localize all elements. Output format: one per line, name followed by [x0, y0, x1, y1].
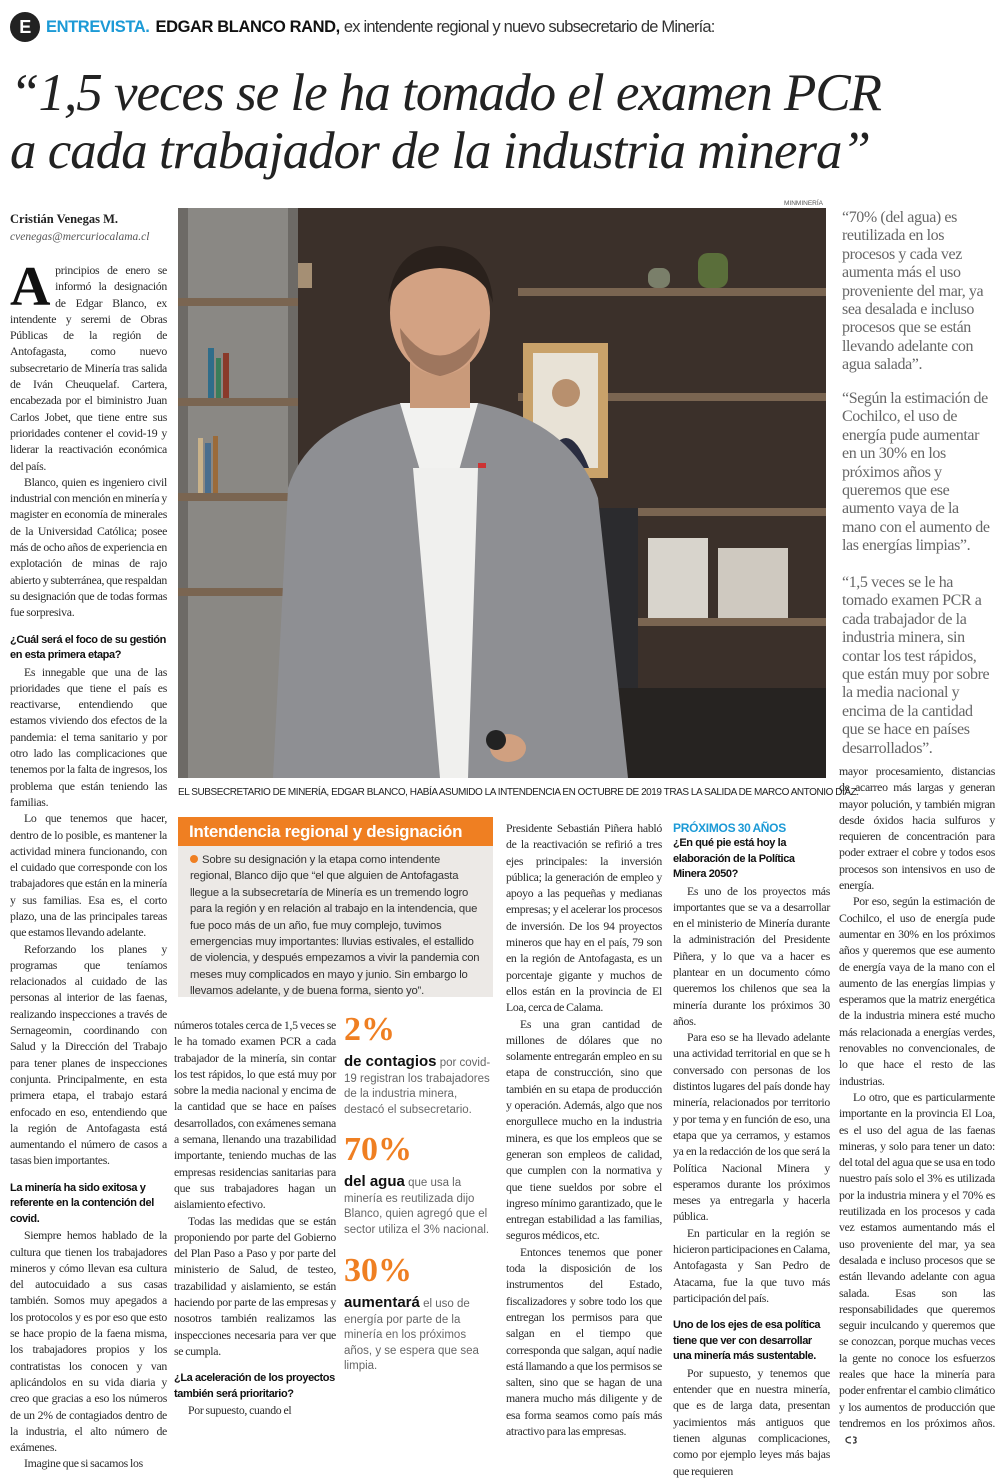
- headline-line-1: “1,5 veces se le ha tomado el examen PCR: [10, 64, 882, 122]
- stat-text: [344, 1174, 494, 1238]
- paragraph: Todas las medidas que se están proponiendo por parte del Gobierno del Plan Paso a Paso y por parte del ministerio de Salud, de testeo, trazabilidad y aislamiento, se están haciendo por parte de las empresas y nosotros también realizamos las inspecciones necesaria para ver que se cumpla.: [174, 1213, 336, 1358]
- paragraph: Por supuesto, y tenemos que entender que en nuestra minería, que es de larga data, presentan yacimientos más antiguos que tienen algunas complicaciones, como por ejemplo leyes más bajas que requieren: [673, 1365, 830, 1478]
- pull-quote: “1,5 veces se le ha tomado examen PCR a cada trabajador de la industria minera, sin contar los test rápidos, que están muy por sobre la media nacional y encima de la cantidad que se hace en países desarrollados”.: [842, 574, 990, 757]
- stat-description: el uso de energía por parte de la minería en los próximos años, y se espera que sea limpia.: [344, 1298, 479, 1372]
- paragraph: Es innegable que una de las prioridades que tiene el país es reactivarse, entendiendo que estamos viviendo dos efectos de la pandemia: el tema sanitario y por otro lado las complicaciones que tenemos por la falta de ingresos, los problema que están teniendo las familias.: [10, 664, 167, 809]
- paragraph: Entonces tenemos que poner toda la disposición de los instrumentos del Estado, fiscalizadores y sobre todo los que entregan los permisos para que salgan en el tiempo que corresponda que salgan, aquí nadie está llamando a que los permisos se salten, sino que se hagan de una manera mucho más diligente y de esa forma seamos como país más atractivo para las empresas.: [506, 1244, 662, 1438]
- byline-author: Cristián Venegas M.: [10, 212, 118, 226]
- pull-quote: “70% (del agua) es reutilizada en los procesos y cada vez aumenta más el uso proveniente del mar, ya sea desalada e incluso procesos que se están llevando adelante con agua salada”.: [842, 209, 984, 374]
- sidebar-box-body: [178, 846, 493, 1000]
- stat-value: 70%: [344, 1131, 412, 1168]
- sidebar-box: [178, 817, 493, 997]
- interview-question: La minería ha sido exitosa y referente en la contención del covid.: [10, 1181, 154, 1225]
- article-column-3: [506, 820, 662, 1439]
- stat-text: [344, 1295, 494, 1375]
- sidebar-box-title: Intendencia regional y designación: [178, 817, 493, 846]
- portrait-photo: [178, 208, 826, 778]
- stat-value: 2%: [344, 1011, 395, 1048]
- byline-email[interactable]: cvenegas@mercuriocalama.cl: [10, 231, 150, 243]
- lead-paragraph: [10, 256, 167, 474]
- article-column-1: [10, 256, 167, 1472]
- stat-value: 30%: [344, 1252, 412, 1289]
- stat-lead: del agua: [344, 1173, 405, 1190]
- paragraph: mayor procesamiento, distancias de acarreo más largas y generan mayor polución, y también migran desde óxidos hacia sulfuros y requieren de concentración para poder extraer el cobre y todos esos procesos son intensivos en uso de energía.: [839, 764, 995, 893]
- paragraph: Es una gran cantidad de millones de dólares que no solamente entregarán empleo en su etapa de construcción, sino que también en su etapa de producción y operación. Además, algo que nos enorgullece mucho en la industria minera, es que los empleos que se generan son empleos de calidad, que cumplen con la normativa y que tiene sueldos por sobre el ingreso mínimo garantizado, que le entregan estabilidad a las familias, seguros médicos, etc.: [506, 1016, 662, 1243]
- stat-block: [344, 1253, 494, 1375]
- stat-description: que usa la minería es reutilizada dijo Blanco, quien agregó que el sector utiliza el 3% nacional.: [344, 1177, 490, 1236]
- stat-lead: aumentará: [344, 1294, 420, 1311]
- paragraph-text: Lo otro, que es particularmente importante en la provincia El Loa, es el uso del agua de las faenas mineras, y solo para tener un dato: del total del agua que se usa en todo nuestro país solo el 3% es utilizada por la industria minera y el 70% es reutilizada en los procesos y cada vez estamos aumentando más el uso proveniente del mar, ya sea desalada e incluso procesos que se están llevando adelante con agua salada. Esas son las responsabilidades que queremos seguir inculcando y queremos que se conozcan, porque muchas veces la gente no conoce los esfuerzos reales que hace la minería para poder enfrentar el cambio climático y los aumentos de producción que tendremos en los próximos años.: [839, 1089, 995, 1430]
- lead-text: principios de enero se informó la designación de Edgar Blanco, ex intendente y seremi de Obras Públicas de la región de Antofagasta, como nuevo subsecretario de Minería tras salida de Iván Cheuquelaf. Cartera, encabezada por el biministro Juan Carlos Jobet, que tiene entre sus prioridades contener el covid-19 y liderar la reactivación económica del país.: [10, 263, 167, 473]
- paragraph: Presidente Sebastián Piñera habló de la reactivación se refirió a tres ejes principales: la inversión pública; la generación de empleo y apoyo a las pequeñas y medianas empresas; y el acelerar los procesos de inversión. De los 94 proyectos mineros que hay en el país, 79 son en la región de Antofagasta, es un porcentaje gigante y muchos de ellos están en la provincia de El Loa, cerca de Calama.: [506, 821, 662, 1015]
- stat-block: [344, 1132, 494, 1238]
- pull-quote: “Según la estimación de Cochilco, el uso de energía pude aumentar en un 30% en los próximos años y queremos que ese aumento vaya de la mano con el aumento de las energías limpias”.: [842, 390, 990, 555]
- section-badge: E: [10, 12, 40, 42]
- headline-line-2: a cada trabajador de la industria minera”: [10, 122, 871, 180]
- interviewee-name: EDGAR BLANCO RAND,: [155, 17, 340, 36]
- article-column-2: [174, 1017, 336, 1419]
- bullet-icon: [190, 855, 198, 863]
- stat-block: [344, 1012, 494, 1118]
- stat-lead: de contagios: [344, 1053, 437, 1070]
- stat-text: [344, 1054, 494, 1118]
- sidebar-box-text: Sobre su designación y la etapa como intendente regional, Blanco dijo que “el que alguien de Antofagasta llegue a la subsecretaría de Minería es un tremendo logro para la región y en relación al trabajo en la intendencia, que fue poco más de un año, fue muy complejo, tuvimos emergencias muy importantes: lluvias estivales, el estallido de violencia, y después empezamos a vivir la pandemia con meses muy complicados en mayo y junio. Sin embargo lo llevamos adelante, y de buena forma, siento yo”.: [190, 854, 480, 998]
- paragraph: Siempre hemos hablado de la cultura que tienen los trabajadores mineros y cómo llevan esa cultura del autocuidado a sus casas también. Somos muy apegados a los protocolos y es por eso que esto se hace propio de la faena misma, los trabajadores propios y los contratistas los conocen y van aplicándolos en su vida diaria y creo que gracias a eso los números de un 2% de contagiados dentro de la industria, el alto número de exámenes.: [10, 1228, 167, 1455]
- paragraph: Blanco, quien es ingeniero civil industrial con mención en minería y magister en economía de minerales de la Universidad Católica; posee más de ocho años de experiencia en explotación de minas de rajo abierto y subterránea, que respaldan su designación que de todas formas fue sorpresiva.: [10, 474, 167, 620]
- photo-credit: MINMINERÍA: [784, 200, 823, 207]
- paragraph: Por supuesto, cuando el: [188, 1403, 292, 1418]
- paragraph: Lo que tenemos que hacer, dentro de lo posible, es mantener la actividad minera funcionando, con el cuidado que corresponde con los trabajadores que están en la minería y sus familias. Esa es, el corto plazo, una de las principales tareas que estamos llevando adelante.: [10, 811, 167, 940]
- article-column-4: [673, 820, 830, 1479]
- interview-question: ¿En qué pie está hoy la elaboración de la Política Minera 2050?: [673, 837, 795, 880]
- paragraph: Por eso, según la estimación de Cochilco, el uso de energía pude aumentar en 30% en los próximos años y queremos que ese aumento de energía vaya de la mano con el aumento de las energías limpias y esperamos que la matriz energética de la industria minera esté mucho más relacionada a energías verdes, renovables no convencionales, de lo que hace el resto de las industrias.: [839, 894, 995, 1088]
- interview-question: ¿Cuál será el foco de su gestión en esta primera etapa?: [10, 633, 166, 662]
- paragraph: Imagine que si sacamos los: [24, 1456, 143, 1471]
- stat-description: por covid-19 registran los trabajadores de la industria minera, destacó el subsecretario.: [344, 1057, 491, 1116]
- section-kicker: ENTREVISTA.: [46, 17, 150, 36]
- section-kicker: PRÓXIMOS 30 AÑOS: [673, 821, 786, 835]
- headline: [10, 64, 995, 180]
- interview-question: Uno de los ejes de esa política tiene que ver con desarrollar una minería más sustentable.: [673, 1319, 821, 1363]
- photo-caption: EL SUBSECRETARIO DE MINERÍA, EDGAR BLANCO, HABÍA ASUMIDO LA INTENDENCIA EN OCTUBRE DE 2019 TRAS LA SALIDA DE MARCO ANTONIO DÍAZ.: [178, 787, 859, 798]
- paragraph: Para eso se ha llevado adelante una actividad territorial en que se h conversado con personas de los distintos lugares del país donde hay minería, relacionados por territorio y por tema y en función de eso, una etapa que ya cerramos, y estamos ya en la redacción de los que será la Política Nacional Minera y esperamos durante los próximos meses ya entregarla y hacerla pública.: [673, 1030, 830, 1224]
- interviewee-description: ex intendente regional y nuevo subsecretario de Minería:: [343, 17, 715, 36]
- paragraph: números totales cerca de 1,5 veces se le ha tomado examen PCR a cada trabajador de la minería, sin contar los test rápidos, lo que está muy por sobre la media nacional y encima de la cantidad que se hace en países desarrollados, con exámenes semana a semana, llenando una trazabilidad importante, teniendo muchas de las empresas residencias sanitarias para que sus trabajadores hagan un aislamiento efectivo.: [174, 1018, 336, 1212]
- paragraph: En particular en la región se hicieron participaciones en Calama, Antofagasta y San Pedro de Atacama, fue la que tuvo más participación del país.: [673, 1225, 830, 1305]
- article-column-5: [839, 763, 995, 1447]
- paragraph: [839, 1089, 995, 1448]
- paragraph: Es uno de los proyectos más importantes que se va a desarrollar en el ministerio de Minería durante la administración del Presidente Piñera, y lo que va a hacer es plantear en un documento cómo queremos los chilenos que sea la minería durante los próximos 30 años.: [673, 883, 830, 1028]
- end-mark-icon: [845, 1435, 859, 1445]
- paragraph: Reforzando los planes y programas que teníamos relacionados al cuidado de las personas al interior de las faenas, realizando inspecciones a través de Sernageomin, coordinando con Salud y la Dirección del Trabajo para tener planes de inspecciones conjunta. Principalmente, en esta primera etapa, el trabajo estará enfocado en eso, entendiendo que la región de Antofagasta está aumentando el número de casos a tasas bien importantes.: [10, 941, 167, 1168]
- section-header: [10, 10, 715, 44]
- drop-cap: A: [10, 256, 51, 318]
- interview-question: ¿La aceleración de los proyectos también será prioritario?: [174, 1372, 335, 1400]
